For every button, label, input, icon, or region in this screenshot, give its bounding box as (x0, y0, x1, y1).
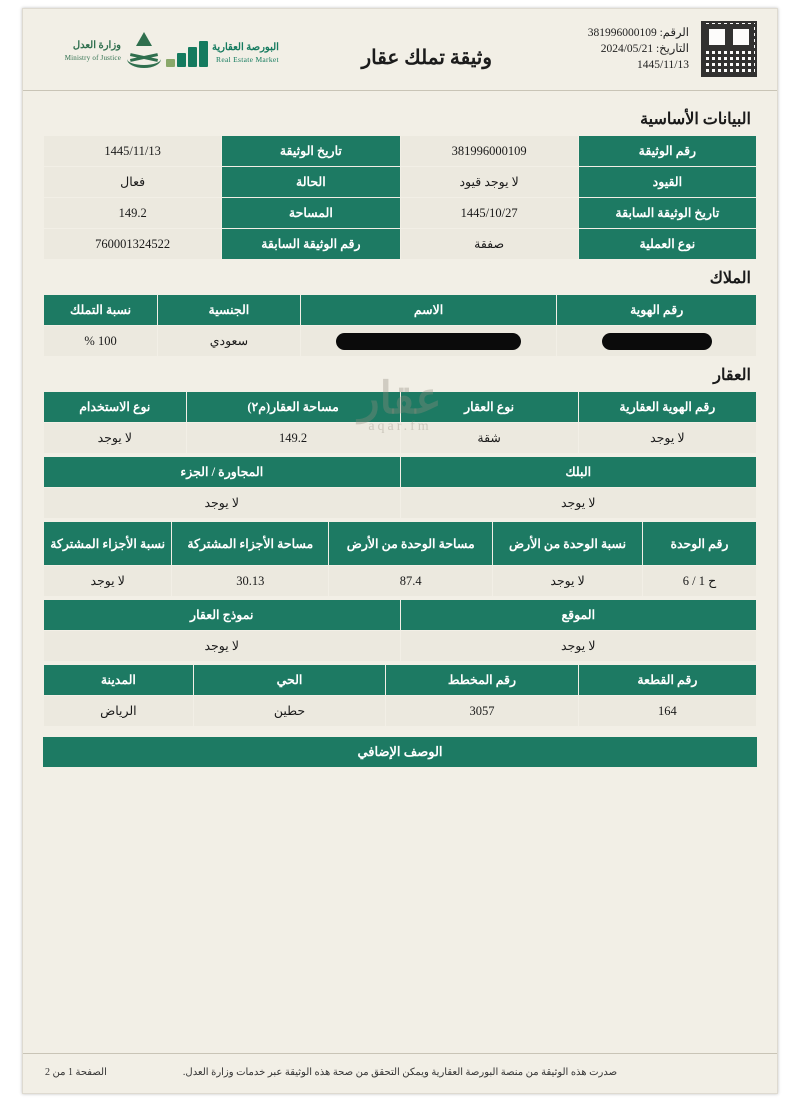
property-header-model: نموذج العقار (44, 600, 401, 631)
property-value-unit-land-ratio: لا يوجد (493, 566, 643, 597)
table-row (44, 136, 757, 167)
property-value-location: لا يوجد (400, 631, 757, 662)
table-row (44, 566, 757, 597)
bar-chart-icon (168, 41, 208, 67)
table-row (44, 167, 757, 198)
ministry-of-justice-logo (41, 29, 161, 75)
document-header (23, 9, 777, 91)
property-header-unit-land-ratio: نسبة الوحدة من الأرض (493, 522, 643, 566)
basic-row0-right-label: رقم الوثيقة (578, 136, 756, 167)
table-header-row (44, 522, 757, 566)
document-footer (23, 1053, 777, 1093)
property-value-block: لا يوجد (400, 488, 757, 519)
owners-header-share: نسبة التملك (44, 295, 158, 326)
saudi-emblem-icon (127, 32, 161, 72)
basic-row3-left-label: رقم الوثيقة السابقة (222, 229, 400, 260)
basic-row0-left-value: 1445/11/13 (44, 136, 222, 167)
owners-table (43, 294, 757, 357)
table-row (44, 326, 757, 357)
section-title-owners: الملاك (709, 270, 751, 287)
property-header-parcel-number: رقم القطعة (578, 665, 756, 696)
redaction-bar (336, 333, 521, 350)
footer-note: صدرت هذه الوثيقة من منصة البورصة العقارية ويمكن التحقق من صحة هذه الوثيقة عبر خدمات وزارة العدل. (182, 1067, 618, 1078)
basic-row2-left-label: المساحة (222, 198, 400, 229)
property-value-city: الرياض (44, 696, 194, 727)
basic-row1-right-value: لا يوجد قيود (400, 167, 578, 198)
watermark-latin: aqar.fm (368, 419, 432, 434)
property-value-usage: لا يوجد (44, 423, 187, 454)
real-estate-market-logo (168, 37, 283, 71)
property-header-shared-parts-area: مساحة الأجزاء المشتركة (172, 522, 329, 566)
table-row (44, 631, 757, 662)
basic-row2-left-value: 149.2 (44, 198, 222, 229)
section-title-additional-description: الوصف الإضافي (43, 737, 757, 767)
property-table-block5 (43, 664, 757, 727)
owner-id-redacted (557, 326, 757, 357)
property-value-neighbor-part: لا يوجد (44, 488, 401, 519)
property-value-model: لا يوجد (44, 631, 401, 662)
property-header-unit-land-area: مساحة الوحدة من الأرض (329, 522, 493, 566)
document-body (23, 91, 777, 767)
basic-row3-right-value: صفقة (400, 229, 578, 260)
page-title: وثيقة تملك عقار (361, 47, 492, 69)
redaction-bar (602, 333, 712, 350)
basic-row1-right-label: القيود (578, 167, 756, 198)
property-header-neighbor-part: المجاورة / الجزء (44, 457, 401, 488)
owners-header-nationality: الجنسية (158, 295, 301, 326)
property-header-block: البلك (400, 457, 757, 488)
document-page (22, 8, 778, 1094)
property-header-realestate-id: رقم الهوية العقارية (578, 392, 756, 423)
watermark-arabic: عقار (358, 374, 442, 423)
property-value-shared-parts-ratio: لا يوجد (44, 566, 172, 597)
section-title-basic-data: البيانات الأساسية (640, 111, 751, 128)
rem-logo-arabic: البورصة العقارية (212, 42, 279, 53)
property-value-unit-number: ح 1 / 6 (642, 566, 756, 597)
basic-row1-left-label: الحالة (222, 167, 400, 198)
property-value-district: حطين (193, 696, 386, 727)
property-header-district: الحي (193, 665, 386, 696)
rem-logo-english: Real Estate Market (216, 55, 279, 64)
property-table-block4 (43, 599, 757, 662)
property-header-plan-number: رقم المخطط (386, 665, 579, 696)
basic-row0-right-value: 381996000109 (400, 136, 578, 167)
table-header-row (44, 457, 757, 488)
table-row (44, 198, 757, 229)
property-header-location: الموقع (400, 600, 757, 631)
qr-code-icon (701, 21, 757, 77)
property-header-shared-parts-ratio: نسبة الأجزاء المشتركة (44, 522, 172, 566)
doc-date-label: التاريخ: (655, 43, 689, 55)
basic-row3-left-value: 760001324522 (44, 229, 222, 260)
page-number: الصفحة 1 من 2 (45, 1067, 107, 1078)
moj-logo-english: Ministry of Justice (64, 54, 121, 62)
basic-row2-right-label: تاريخ الوثيقة السابقة (578, 198, 756, 229)
owners-header-id: رقم الهوية (557, 295, 757, 326)
basic-data-table (43, 135, 757, 260)
basic-row0-left-label: تاريخ الوثيقة (222, 136, 400, 167)
property-header-area: مساحة العقار(م٢) (186, 392, 400, 423)
basic-row3-right-label: نوع العملية (578, 229, 756, 260)
doc-date-gregorian: 2024/05/21 (600, 43, 654, 55)
property-value-type: شقة (400, 423, 578, 454)
property-header-unit-number: رقم الوحدة (642, 522, 756, 566)
table-row (44, 423, 757, 454)
property-value-realestate-id: لا يوجد (578, 423, 756, 454)
property-table-block1 (43, 391, 757, 454)
property-header-city: المدينة (44, 665, 194, 696)
property-table-block2 (43, 456, 757, 519)
doc-date-hijri: 1445/11/13 (637, 59, 689, 71)
document-meta (588, 25, 689, 73)
basic-row2-right-value: 1445/10/27 (400, 198, 578, 229)
property-value-shared-parts-area: 30.13 (172, 566, 329, 597)
table-row (44, 488, 757, 519)
table-header-row (44, 665, 757, 696)
property-value-unit-land-area: 87.4 (329, 566, 493, 597)
doc-number-value: 381996000109 (587, 27, 657, 39)
moj-logo-arabic: وزارة العدل (72, 40, 121, 51)
table-header-row (44, 295, 757, 326)
owner-name-redacted (300, 326, 557, 357)
owner-nationality: سعودي (158, 326, 301, 357)
table-header-row (44, 392, 757, 423)
property-table-block3 (43, 521, 757, 597)
property-value-parcel-number: 164 (578, 696, 756, 727)
table-row (44, 696, 757, 727)
property-header-usage: نوع الاستخدام (44, 392, 187, 423)
table-row (44, 229, 757, 260)
property-value-plan-number: 3057 (386, 696, 579, 727)
section-title-property: العقار (713, 367, 751, 384)
basic-row1-left-value: فعال (44, 167, 222, 198)
table-header-row (44, 600, 757, 631)
owner-share: 100 % (44, 326, 158, 357)
owners-header-name: الاسم (300, 295, 557, 326)
property-value-area: 149.2 (186, 423, 400, 454)
doc-number-label: الرقم: (659, 27, 689, 39)
property-header-type: نوع العقار (400, 392, 578, 423)
